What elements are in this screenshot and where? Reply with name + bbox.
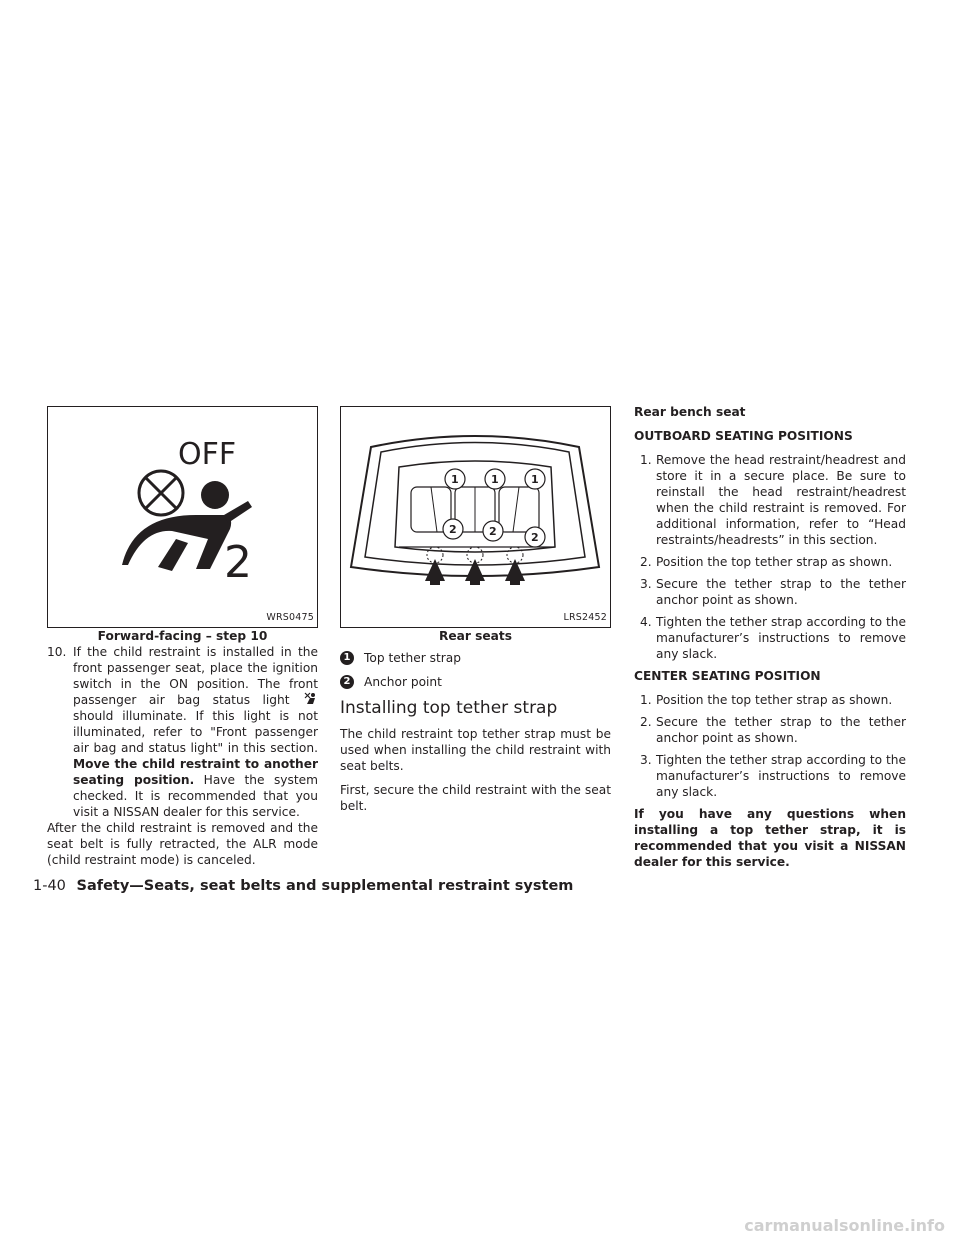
callout-1-center [485,469,505,489]
center-step [634,714,906,746]
right-column [634,404,906,870]
step-text: Tighten the tether strap according to the manufacturer’s instructions to remove any slack. [656,615,906,661]
figure-off-label: OFF [178,437,237,472]
step-10-warning: Move the child restraint to another seating position. [73,757,318,787]
outboard-step [634,554,906,570]
step-10 [47,644,318,820]
middle-column [340,406,611,814]
airbag-off-figure [47,406,318,628]
airbag-off-illustration [48,407,317,627]
step-number: 2. [640,715,652,729]
outboard-step [634,614,906,662]
alr-cancel-paragraph: After the child restraint is removed and the seat belt is fully retracted, the ALR mode (child restraint mode) is canceled. [47,821,318,867]
legend-item-2 [340,674,611,690]
step-number: 2. [640,555,652,569]
page-footer [33,877,573,895]
rear-seats-illustration [341,407,610,627]
page-number: 1-40 [33,878,66,894]
figure-code: WRS0475 [266,612,314,623]
watermark: carmanualsonline.info [744,1216,945,1235]
step-number: 3. [640,577,652,591]
outboard-step [634,452,906,548]
center-heading: CENTER SEATING POSITION [634,669,821,683]
figure-caption: Forward-facing – step 10 [97,629,268,643]
callout-label: 2 [489,525,497,538]
left-column [47,406,318,868]
legend-text: Top tether strap [364,651,461,665]
step-text: Tighten the tether strap according to the manufacturer’s instructions to remove any slack. [656,753,906,799]
step-text: Secure the tether strap to the tether anchor point as shown. [656,577,906,607]
step-number: 10. [47,645,67,659]
outboard-step [634,576,906,608]
section-title: Installing top tether strap [340,698,558,718]
legend-text: Anchor point [364,675,442,689]
rear-seats-figure [340,406,611,628]
callout-label: 2 [449,523,457,536]
airbag-status-light-icon [304,692,318,706]
step-10-text-b: should illuminate. If this light is not illuminated, refer to "Front passenger air bag and status light" in this section. [73,709,318,755]
figure-code: LRS2452 [563,612,607,623]
closing-advice: If you have any questions when installing a top tether strap, it is recommended that you visit a NISSAN dealer for this service. [634,807,906,869]
callout-label: 1 [531,473,539,486]
figure-seat-number: 2 [224,537,252,588]
outboard-heading: OUTBOARD SEATING POSITIONS [634,429,853,443]
step-number: 4. [640,615,652,629]
callout-label: 2 [531,531,539,544]
legend-number: 2 [340,675,354,689]
callout-1-right [525,469,545,489]
callout-2-right [525,527,545,547]
step-text: Remove the head restraint/headrest and store it in a secure place. Be sure to reinstall the head restraint/headrest when the child restraint is removed. For additional information, refer to “Head restraints/headrests” in this section. [656,453,906,547]
step-number: 3. [640,753,652,767]
step-number: 1. [640,693,652,707]
callout-label: 1 [451,473,459,486]
figure-caption: Rear seats [439,629,512,643]
callout-label: 1 [491,473,499,486]
center-step [634,692,906,708]
step-text: Secure the tether strap to the tether anchor point as shown. [656,715,906,745]
step-text: Position the top tether strap as shown. [656,693,893,707]
legend-item-1 [340,650,611,666]
chapter-title: Safety—Seats, seat belts and supplemental restraint system [76,878,574,894]
callout-1-left [445,469,465,489]
step-10-text-c: Have the system checked. It is recommended that you visit a NISSAN dealer for this service. [73,773,319,819]
step-text: Position the top tether strap as shown. [656,555,893,569]
callout-2-center [483,521,503,541]
rear-bench-heading: Rear bench seat [634,405,746,419]
tether-paragraph-1: The child restraint top tether strap must be used when installing the child restraint with seat belts. [340,727,611,773]
step-number: 1. [640,453,652,467]
center-step [634,752,906,800]
legend-number: 1 [340,651,354,665]
tether-paragraph-2: First, secure the child restraint with the seat belt. [340,783,611,813]
step-10-text-a: If the child restraint is installed in the front passenger seat, place the ignition switch in the ON position. The front passenger air bag status light [73,645,318,707]
callout-2-left [443,519,463,539]
